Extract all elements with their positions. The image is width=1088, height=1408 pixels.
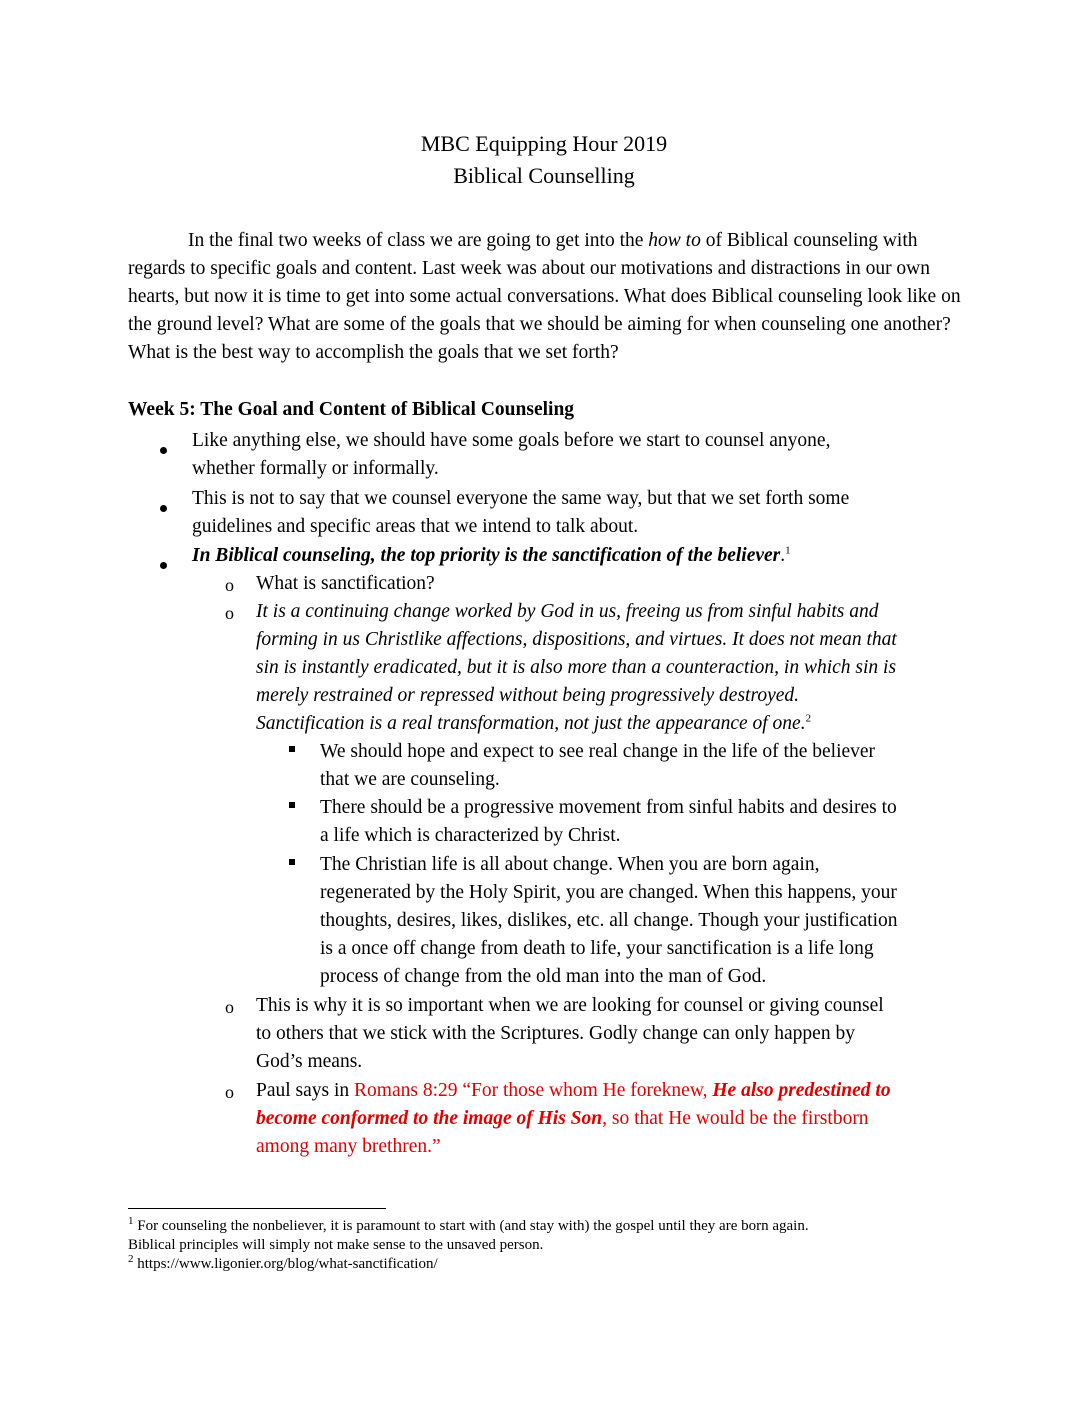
subsub-1-line-2: that we are counseling.: [320, 769, 500, 790]
document-subtitle: Biblical Counselling: [453, 163, 635, 188]
subsub-marker: [289, 859, 295, 865]
subsub-marker: [289, 802, 295, 808]
sub-3-line-2: to others that we stick with the Scriptures. Godly change can only happen by: [256, 1023, 855, 1044]
footnote-1-line-1: [128, 1217, 809, 1236]
intro-text-1: In the final two weeks of class we are going to get into the: [188, 230, 649, 251]
scripture-reference: Romans 8:29 “For those whom He foreknew,: [354, 1080, 713, 1101]
footnote-2-number: 2: [128, 1253, 134, 1265]
footnote-1-number: 1: [128, 1215, 134, 1227]
scripture-emphasis-1: He also predestined to: [712, 1080, 891, 1101]
sub-4-line-3: among many brethren.”: [256, 1136, 441, 1157]
intro-paragraph: [128, 227, 964, 367]
sub-2-line-2: forming in us Christlike affections, dispositions, and virtues. It does not mean that: [256, 629, 897, 650]
scripture-emphasis-2: become conformed to the image of His Son: [256, 1108, 603, 1129]
sub-4-prefix: Paul says in: [256, 1080, 355, 1101]
sub-3-line-1: This is why it is so important when we are looking for counsel or giving counsel: [256, 995, 884, 1016]
intro-text-2: of Biblical counseling with regards to specific goals and content. Last week was about our motivations and distractions in our own hearts, but now it is time to get into some actual conversations. What does Biblical counseling look like on the ground level? What are some of the goals that we should be aiming for when counseling one another? What is the best way to accomplish the goals that we set forth?: [128, 230, 961, 363]
subsub-3-line-5: process of change from the old man into the man of God.: [320, 966, 767, 987]
sub-marker: o: [225, 575, 234, 595]
subsub-3-line-3: thoughts, desires, likes, dislikes, etc. all change. Though your justification: [320, 910, 898, 931]
subsub-3-line-1: The Christian life is all about change. When you are born again,: [320, 854, 820, 875]
bullet-2-line-2: guidelines and specific areas that we intend to talk about.: [192, 516, 639, 537]
document-title: MBC Equipping Hour 2019: [420, 131, 668, 156]
bullet-3-period: .: [780, 545, 786, 566]
sub-4-line-1: [256, 1077, 891, 1105]
sub-2-line-4: merely restrained or repressed without being progressively destroyed.: [256, 685, 800, 706]
section-heading: Week 5: The Goal and Content of Biblical Counseling: [128, 399, 575, 420]
footnote-2-link[interactable]: https://www.ligonier.org/blog/what-sanctification/: [133, 1256, 438, 1272]
bullet-2-line-1: This is not to say that we counsel everyone the same way, but that we set forth some: [192, 488, 850, 509]
bullet-marker: [160, 562, 167, 569]
bullet-marker: [160, 447, 167, 454]
sub-3-line-3: God’s means.: [256, 1051, 363, 1072]
footnote-1-text: For counseling the nonbeliever, it is paramount to start with (and stay with) the gospel until they are born again.: [133, 1218, 809, 1234]
bullet-3-text: [192, 542, 791, 570]
sub-1-text: What is sanctification?: [256, 573, 435, 594]
footnote-ref-1[interactable]: 1: [785, 544, 791, 557]
sub-marker: o: [225, 1082, 234, 1102]
sub-2-line-3: sin is instantly eradicated, but it is also more than a counteraction, in which sin is: [256, 657, 897, 678]
bullet-3-emphasis: In Biblical counseling, the top priority is the sanctification of the believer: [192, 545, 781, 566]
bullet-marker: [160, 505, 167, 512]
sub-4-line-2: [256, 1105, 869, 1133]
footnote-1-line-2: Biblical principles will simply not make sense to the unsaved person.: [128, 1237, 544, 1253]
subsub-1-line-1: We should hope and expect to see real change in the life of the believer: [320, 741, 876, 762]
footnote-ref-2[interactable]: 2: [805, 712, 812, 725]
subsub-marker: [289, 746, 295, 752]
sub-2-line-1: It is a continuing change worked by God in us, freeing us from sinful habits and: [256, 601, 879, 622]
bullet-1-line-2: whether formally or informally.: [192, 458, 439, 479]
subsub-2-line-1: There should be a progressive movement from sinful habits and desires to: [320, 797, 897, 818]
intro-emphasis: how to: [648, 230, 701, 251]
footnote-2: [128, 1255, 438, 1274]
scripture-text-1: , so that He would be the firstborn: [602, 1108, 869, 1129]
sub-marker: o: [225, 603, 234, 623]
sub-2-line-5: [256, 710, 811, 738]
bullet-1-line-1: Like anything else, we should have some goals before we start to counsel anyone,: [192, 430, 831, 451]
subsub-3-line-4: is a once off change from death to life, your sanctification is a life long: [320, 938, 874, 959]
sub-2-line-5-text: Sanctification is a real transformation, not just the appearance of one.: [256, 713, 806, 734]
footnote-divider: [128, 1208, 386, 1209]
subsub-3-line-2: regenerated by the Holy Spirit, you are changed. When this happens, your: [320, 882, 897, 903]
sub-marker: o: [225, 997, 234, 1017]
subsub-2-line-2: a life which is characterized by Christ.: [320, 825, 621, 846]
